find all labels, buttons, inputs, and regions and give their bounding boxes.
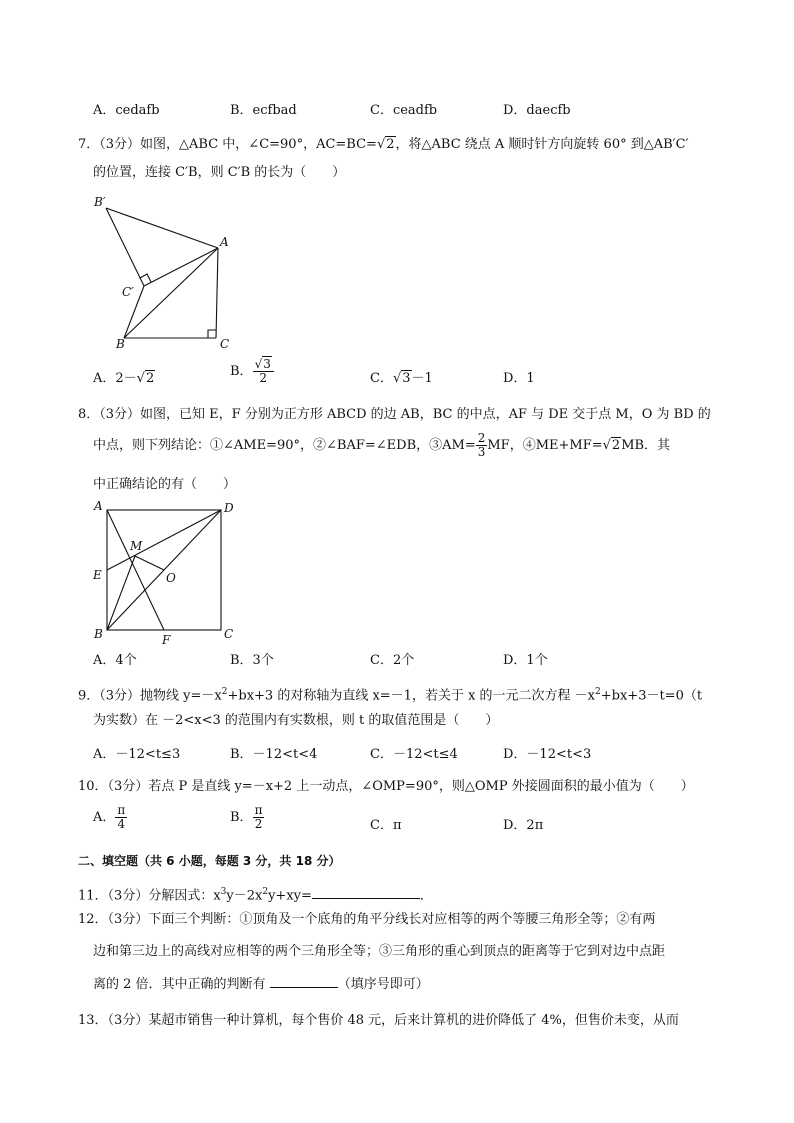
q7-label-b: B bbox=[116, 337, 125, 350]
q11-answer-blank[interactable] bbox=[312, 886, 420, 899]
q8-options bbox=[0, 652, 794, 670]
q8-label-c: C bbox=[224, 627, 234, 641]
q10-options bbox=[0, 804, 794, 840]
q8-option-c: C．2个 bbox=[370, 653, 415, 668]
q9-option-a: A．－12<t≤3 bbox=[93, 747, 181, 762]
q8-option-a: A．4个 bbox=[93, 653, 137, 668]
q8-label-a: A bbox=[94, 499, 103, 513]
q7-label-c: C bbox=[220, 337, 230, 350]
q7-line-2: 的位置，连接 C′B，则 C′B 的长为（ ） bbox=[93, 165, 346, 180]
q8-figure bbox=[88, 496, 248, 648]
q7-label-b-prime: B′ bbox=[94, 195, 106, 209]
q6-option-b: B．ecfbad bbox=[230, 103, 297, 118]
q6-options bbox=[0, 102, 794, 120]
q7-option-c: C．√3－1 bbox=[370, 371, 433, 386]
q10-option-b: B． $\frac{\pi}{2}$ bbox=[230, 803, 263, 831]
section-2-heading: 二、填空题（共 6 小题，每题 3 分，共 18 分） bbox=[78, 854, 341, 868]
q12-line-1: 12．（3分）下面三个判断：①顶角及一个底角的角平分线长对应相等的两个等腰三角形全等；②有两 bbox=[78, 912, 656, 927]
q10-option-c: C．π bbox=[370, 818, 402, 833]
q8-option-b: B．3个 bbox=[230, 653, 274, 668]
q10-line-1: 10．（3分）若点 P 是直线 y=－x+2 上一动点，∠OMP=90°，则△OMP 外接圆面积的最小值为（ ） bbox=[78, 779, 694, 794]
q8-line-3: 中正确结论的有（ ） bbox=[93, 477, 237, 492]
q9-option-b: B．－12<t<4 bbox=[230, 747, 318, 762]
q8-label-f: F bbox=[162, 633, 171, 647]
q9-option-d: D．－12<t<3 bbox=[503, 747, 592, 762]
q11-line: 11．（3分）分解因式：$x^3y-2x^2y+xy=$ ． bbox=[78, 887, 433, 904]
q12-line-3: 离的 2 倍．其中正确的判断有 （填序号即可） bbox=[93, 977, 429, 992]
q8-label-m: M bbox=[130, 539, 143, 553]
q8-label-e: E bbox=[93, 568, 102, 582]
q7-option-a: A．2－√2 bbox=[93, 371, 155, 386]
q8-label-d: D bbox=[224, 501, 234, 515]
q8-option-d: D．1个 bbox=[503, 653, 548, 668]
q7-line-1: 7．（3分）如图，△ABC 中，∠C=90°，AC=BC=√2，将△ABC 绕点 A 顺时针方向旋转 60° 到△AB′C′ bbox=[78, 137, 689, 152]
q12-line-2: 边和第三边上的高线对应相等的两个三角形全等；③三角形的重心到顶点的距离等于它到对边中点距 bbox=[93, 944, 666, 959]
q7-options bbox=[0, 358, 794, 394]
q9-line-2: 为实数）在 －2<x<3 的范围内有实数根，则 t 的取值范围是（ ） bbox=[93, 713, 499, 728]
q8-line-1: 8．（3分）如图，已知 E，F 分别为正方形 ABCD 的边 AB，BC 的中点，AF 与 DE 交于点 M，O 为 BD 的 bbox=[78, 407, 711, 422]
q9-option-c: C．－12<t≤4 bbox=[370, 747, 458, 762]
q7-figure bbox=[88, 190, 248, 350]
q6-option-d: D．daecfb bbox=[503, 103, 571, 118]
q6-option-c: C．ceadfb bbox=[370, 103, 438, 118]
q8-label-o: O bbox=[166, 571, 176, 585]
q13-line-1: 13．（3分）某超市销售一种计算机，每个售价 48 元，后来计算机的进价降低了 4%，但售价未变，从而 bbox=[78, 1013, 679, 1028]
q10-option-d: D．2π bbox=[503, 818, 544, 833]
q7-label-c-prime: C′ bbox=[122, 285, 134, 299]
q7-label-a: A bbox=[220, 235, 229, 249]
q9-line-1: 9．（3分）抛物线 $y=-x^2+bx+3$ 的对称轴为直线 x=－1，若关于 x 的一元二次方程 $-x^2+bx+3-t=0(t$ bbox=[78, 687, 703, 704]
q6-option-a: A．cedafb bbox=[93, 103, 160, 118]
q10-option-a: A． $\frac{\pi}{4}$ bbox=[93, 803, 126, 831]
q8-line-2: 中点，则下列结论：①∠AME=90°，②∠BAF=∠EDB，③AM= $\frac{2}{3}$ MF，④ME+MF=√2MB．其 bbox=[93, 431, 671, 459]
q9-options bbox=[0, 746, 794, 764]
q7-option-d: D．1 bbox=[503, 371, 535, 386]
q12-answer-blank[interactable] bbox=[270, 975, 338, 988]
q8-label-b: B bbox=[94, 627, 103, 641]
q7-option-b: B． $\frac{√3}{2}$ bbox=[230, 358, 274, 385]
